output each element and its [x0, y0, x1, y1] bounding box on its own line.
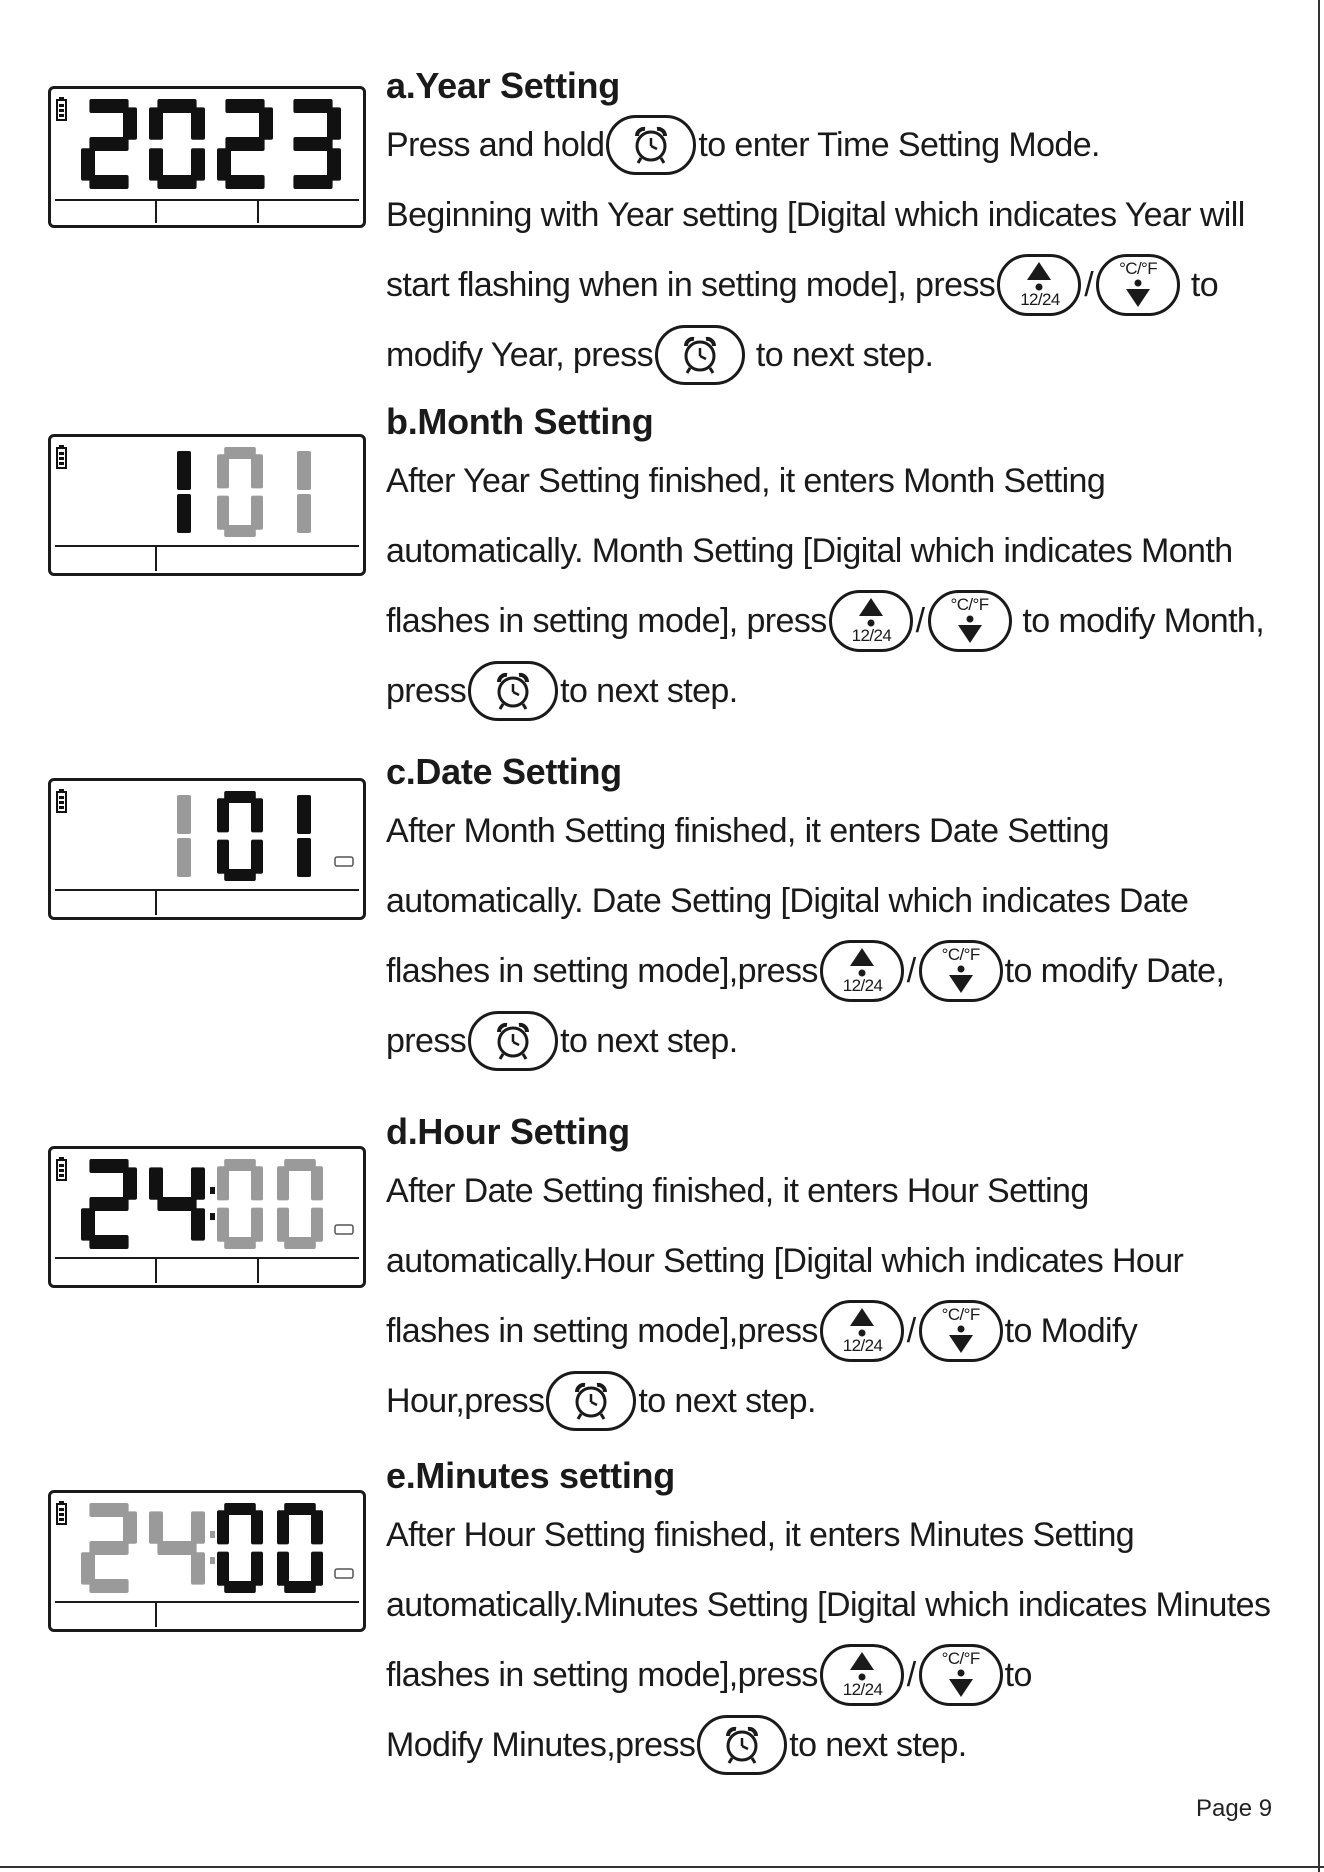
step-text-line	[386, 1296, 1316, 1366]
step-text: automatically.Hour Setting [Digital which indicates Hour	[386, 1242, 1184, 1280]
lcd-divider-line	[55, 545, 359, 547]
step-text: After Year Setting finished, it enters Month Setting	[386, 462, 1106, 500]
up-arrow-12-24-icon	[829, 590, 913, 652]
step-body	[386, 1156, 1316, 1436]
step-text: flashes in setting mode],press	[386, 1656, 818, 1694]
step-date-setting	[386, 748, 1316, 1076]
page-border-bottom	[0, 1866, 1324, 1868]
lcd-divider-line	[55, 889, 359, 891]
lcd-display-hour	[48, 1146, 366, 1288]
step-body	[386, 110, 1316, 390]
step-text-line	[386, 516, 1316, 586]
step-title: a.Year Setting	[386, 65, 620, 106]
step-text-line	[386, 446, 1316, 516]
step-text: Modify Minutes,press	[386, 1726, 696, 1764]
button-label-12-24: 12/24	[842, 976, 883, 995]
step-text: to modify Month,	[1013, 602, 1265, 640]
lcd-display-date	[48, 778, 366, 920]
page-number: Page 9	[1196, 1795, 1273, 1822]
alarm-clock-icon	[468, 1011, 558, 1071]
step-text: After Date Setting finished, it enters Hour Setting	[386, 1172, 1089, 1210]
step-text: to next step.	[789, 1726, 967, 1764]
step-text: to next step.	[638, 1382, 816, 1420]
step-text: start flashing when in setting mode], press	[386, 266, 996, 304]
button-label-12-24: 12/24	[1020, 290, 1060, 309]
step-text: automatically. Date Setting [Digital which indicates Date	[386, 882, 1189, 920]
step-text-line	[386, 656, 1316, 726]
button-label-celsius-fahrenheit: °C/°F	[941, 1305, 980, 1324]
step-text-line	[386, 180, 1316, 250]
lcd-divider-line	[55, 1257, 359, 1259]
down-arrow-celsius-fahrenheit-icon	[928, 590, 1012, 652]
alarm-clock-icon	[468, 661, 558, 721]
lcd-display-year	[48, 86, 366, 228]
step-text-line	[386, 1226, 1316, 1296]
step-body	[386, 796, 1316, 1076]
lcd-divider-line	[55, 199, 359, 201]
lcd-digits	[51, 437, 363, 573]
step-text: to enter Time Setting Mode.	[698, 126, 1100, 164]
button-label-celsius-fahrenheit: °C/°F	[941, 945, 980, 964]
step-text: to next step.	[560, 672, 738, 710]
lcd-divider-tick	[155, 891, 157, 915]
step-text: to next step.	[747, 336, 934, 374]
step-text-line	[386, 320, 1316, 390]
slash-separator: /	[915, 602, 925, 640]
step-title: d.Hour Setting	[386, 1111, 630, 1152]
step-text-line	[386, 1500, 1316, 1570]
step-text: modify Year, press	[386, 336, 654, 374]
down-arrow-celsius-fahrenheit-icon	[919, 1300, 1003, 1362]
lcd-digits	[51, 1493, 363, 1629]
button-label-12-24: 12/24	[842, 1680, 883, 1699]
lcd-divider-tick	[155, 1259, 157, 1283]
step-hour-setting	[386, 1108, 1316, 1436]
up-arrow-12-24-icon	[820, 1300, 904, 1362]
down-arrow-celsius-fahrenheit-icon	[919, 940, 1003, 1002]
step-month-setting	[386, 398, 1316, 726]
step-minutes-setting	[386, 1452, 1316, 1780]
button-label-celsius-fahrenheit: °C/°F	[950, 595, 989, 614]
step-text-line	[386, 796, 1316, 866]
step-text: flashes in setting mode],press	[386, 952, 818, 990]
slash-separator: /	[906, 1312, 916, 1350]
down-arrow-celsius-fahrenheit-icon	[919, 1644, 1003, 1706]
step-text: to	[1182, 266, 1219, 304]
step-text: After Month Setting finished, it enters Date Setting	[386, 812, 1109, 850]
step-text: Beginning with Year setting [Digital which indicates Year will	[386, 196, 1245, 234]
slash-separator: /	[906, 1656, 916, 1694]
button-label-12-24: 12/24	[842, 1336, 883, 1355]
step-title: b.Month Setting	[386, 401, 654, 442]
slash-separator: /	[1084, 266, 1094, 304]
page-border-right	[1318, 0, 1320, 1872]
step-title: e.Minutes setting	[386, 1455, 675, 1496]
lcd-display-month	[48, 434, 366, 576]
step-text: After Hour Setting finished, it enters Minutes Setting	[386, 1516, 1135, 1554]
up-arrow-12-24-icon	[997, 254, 1081, 316]
lcd-divider-tick	[155, 547, 157, 571]
alarm-clock-icon	[697, 1715, 787, 1775]
step-text-line	[386, 1640, 1316, 1710]
lcd-digits	[51, 781, 363, 917]
button-label-12-24: 12/24	[851, 626, 892, 645]
lcd-divider-tick	[155, 201, 157, 223]
step-year-setting	[386, 62, 1316, 390]
step-text-line	[386, 936, 1316, 1006]
step-title: c.Date Setting	[386, 751, 622, 792]
step-text: to next step.	[560, 1022, 738, 1060]
lcd-display-minutes	[48, 1490, 366, 1632]
alarm-clock-icon	[546, 1371, 636, 1431]
step-body	[386, 1500, 1316, 1780]
step-text-line	[386, 1006, 1316, 1076]
step-text-line	[386, 110, 1316, 180]
lcd-divider-tick	[257, 1259, 259, 1283]
step-text: to	[1004, 1656, 1032, 1694]
step-text-line	[386, 866, 1316, 936]
up-arrow-12-24-icon	[820, 940, 904, 1002]
step-text: press	[386, 672, 467, 710]
lcd-digits	[51, 1149, 363, 1285]
step-text-line	[386, 250, 1316, 320]
lcd-divider-tick	[155, 1603, 157, 1627]
lcd-divider-tick	[257, 201, 259, 223]
step-text: press	[386, 1022, 467, 1060]
step-text-line	[386, 1156, 1316, 1226]
slash-separator: /	[906, 952, 916, 990]
step-text: flashes in setting mode],press	[386, 1312, 818, 1350]
step-text-line	[386, 1710, 1316, 1780]
up-arrow-12-24-icon	[820, 1644, 904, 1706]
step-text-line	[386, 586, 1316, 656]
lcd-digits	[51, 89, 363, 225]
step-text: flashes in setting mode], press	[386, 602, 827, 640]
step-body	[386, 446, 1316, 726]
step-text: automatically.Minutes Setting [Digital which indicates Minutes	[386, 1586, 1271, 1624]
down-arrow-celsius-fahrenheit-icon	[1096, 254, 1180, 316]
alarm-clock-icon	[655, 325, 745, 385]
lcd-divider-line	[55, 1601, 359, 1603]
step-text-line	[386, 1366, 1316, 1436]
button-label-celsius-fahrenheit: °C/°F	[1119, 259, 1158, 278]
step-text: Hour,press	[386, 1382, 545, 1420]
step-text: automatically. Month Setting [Digital which indicates Month	[386, 532, 1233, 570]
step-text: to Modify	[1004, 1312, 1138, 1350]
alarm-clock-icon	[606, 115, 696, 175]
step-text-line	[386, 1570, 1316, 1640]
step-text: to modify Date,	[1004, 952, 1225, 990]
button-label-celsius-fahrenheit: °C/°F	[941, 1649, 980, 1668]
step-text: Press and hold	[386, 126, 605, 164]
